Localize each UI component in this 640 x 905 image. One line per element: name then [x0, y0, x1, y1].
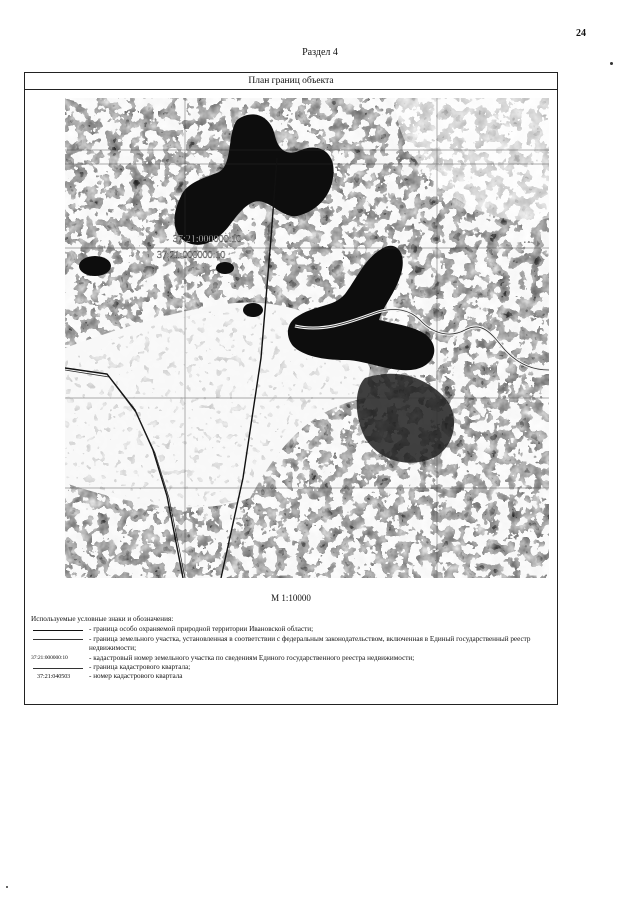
legend-text: - граница особо охраняемой природной территории Ивановской области; — [89, 625, 314, 634]
map-cadastral-label: 37:21:000000:10 — [157, 250, 226, 261]
legend-symbol-text: 37:21:040503 — [37, 673, 71, 681]
legend-item — [31, 635, 555, 654]
legend-item — [31, 672, 555, 681]
legend-heading: Используемые условные знаки и обозначения: — [31, 615, 174, 623]
page-number: 24 — [576, 28, 586, 39]
legend-symbol-cadastral-number — [31, 654, 85, 663]
map-cadastral-label: 37:21:000000:10 — [173, 234, 242, 245]
legend-text: - граница земельного участка, установленная в соответствии с федеральным законодательством, включенная в Единый государственный реестр недвижимости; — [89, 634, 531, 653]
legend-text: - граница кадастрового квартала; — [89, 663, 191, 672]
legend-symbol-quarter-number — [31, 672, 85, 681]
legend-text: - номер кадастрового квартала — [89, 672, 183, 681]
legend-item — [31, 625, 555, 634]
legend-symbol-solid-line — [31, 625, 85, 634]
legend — [31, 615, 555, 682]
scan-speck — [6, 886, 8, 888]
pond — [243, 303, 263, 317]
legend-symbol-thin-line — [31, 635, 85, 644]
pond — [79, 256, 111, 276]
plan-frame — [24, 72, 558, 705]
legend-symbol-text: 37:21:000000:10 — [31, 654, 68, 661]
legend-item — [31, 654, 555, 663]
map-canvas — [65, 98, 549, 578]
frame-title: План границ объекта — [25, 73, 557, 90]
scan-speck — [610, 62, 613, 65]
legend-text: - кадастровый номер земельного участка по сведениям Единого государственного реестра недвижимости; — [89, 653, 415, 662]
legend-item — [31, 663, 555, 672]
map-scale: М 1:10000 — [271, 593, 311, 603]
legend-symbol-thin-line — [31, 663, 85, 672]
section-title: Раздел 4 — [302, 47, 338, 58]
satellite-map — [65, 98, 549, 578]
pond — [216, 262, 234, 274]
